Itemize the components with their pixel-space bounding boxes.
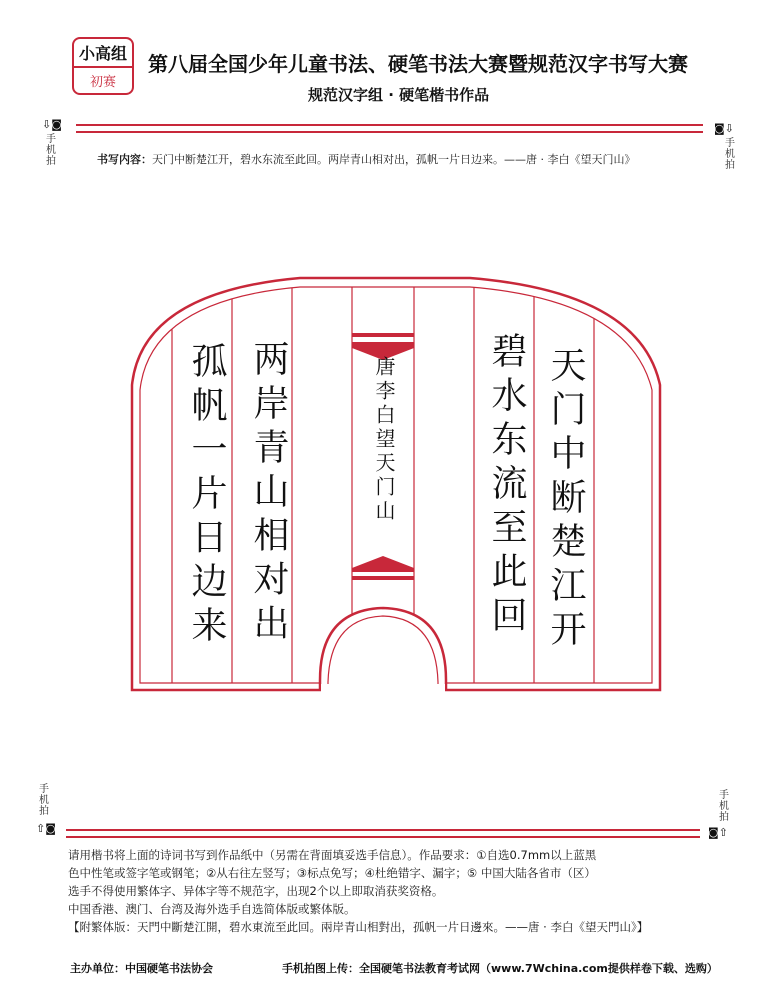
camera-up-icon-left: ⇧◙	[36, 822, 56, 835]
upload-info: 手机拍图上传：全国硬笔书法教育考试网（www.7Wchina.com提供样卷下载、选购）	[282, 962, 718, 975]
requirements-line-2: 色中性笔或签字笔或钢笔；②从右往左竖写；③标点免写；④杜绝错字、漏字；⑤ 中国大陆各省市（区）	[68, 866, 596, 880]
middle-band-bottom	[352, 576, 414, 580]
middle-chevron-bottom	[352, 556, 414, 572]
requirements-line-5: 【附繁体版：天門中斷楚江開，碧水東流至此回。兩岸青山相對出，孤帆一片日邊來。——唐 · 李白《望天門山》】	[68, 920, 649, 934]
requirements-line-4: 中国香港、澳门、台湾及海外选手自选简体版或繁体版。	[68, 902, 356, 916]
middle-band-top	[352, 333, 414, 337]
poem-column-4: 孤帆一片日边来	[186, 342, 227, 650]
camera-down-icon-left: ⇩◙	[42, 118, 62, 131]
organizer: 主办单位：中国硬笔书法协会	[70, 962, 213, 975]
round-label: 初赛	[89, 75, 116, 90]
bottom-rule-2	[66, 836, 700, 838]
poem-column-3: 两岸青山相对出	[248, 340, 289, 648]
poem-column-2: 碧水东流至此回	[486, 332, 527, 640]
requirements-block	[68, 846, 708, 936]
photo-mark-bottom-right: 手机拍	[719, 790, 729, 823]
camera-down-icon-right: ◙⇩	[714, 122, 734, 135]
bottom-rule-1	[66, 829, 700, 831]
requirements-line-3: 选手不得使用繁体字、异体字等不规范字，出现2个以上即取消获奖资格。	[68, 884, 444, 898]
page-subtitle: 规范汉字组 · 硬笔楷书作品	[308, 86, 490, 104]
poem-column-1: 天门中断楚江开	[545, 346, 586, 654]
poem-column-signature: 唐李白望天门山	[372, 356, 396, 524]
camera-up-icon-right: ◙⇧	[708, 826, 728, 839]
photo-mark-top-left: 手机拍	[46, 134, 56, 167]
content-label: 书写内容：	[97, 153, 152, 166]
photo-mark-bottom-left: 手机拍	[39, 784, 49, 817]
content-text: 天门中断楚江开，碧水东流至此回。两岸青山相对出，孤帆一片日边来。——唐 · 李白《望天门山》	[152, 153, 636, 166]
photo-mark-top-right: 手机拍	[725, 138, 735, 171]
group-label: 小高组	[74, 39, 132, 68]
page-title: 第八届全国少年儿童书法、硬笔书法大赛暨规范汉字书写大赛	[148, 52, 688, 76]
requirements-line-1: 请用楷书将上面的诗词书写到作品纸中（另需在背面填妥选手信息）。作品要求：①自选0.7mm以上蓝黑	[68, 848, 597, 862]
bottom-notch	[320, 608, 446, 690]
